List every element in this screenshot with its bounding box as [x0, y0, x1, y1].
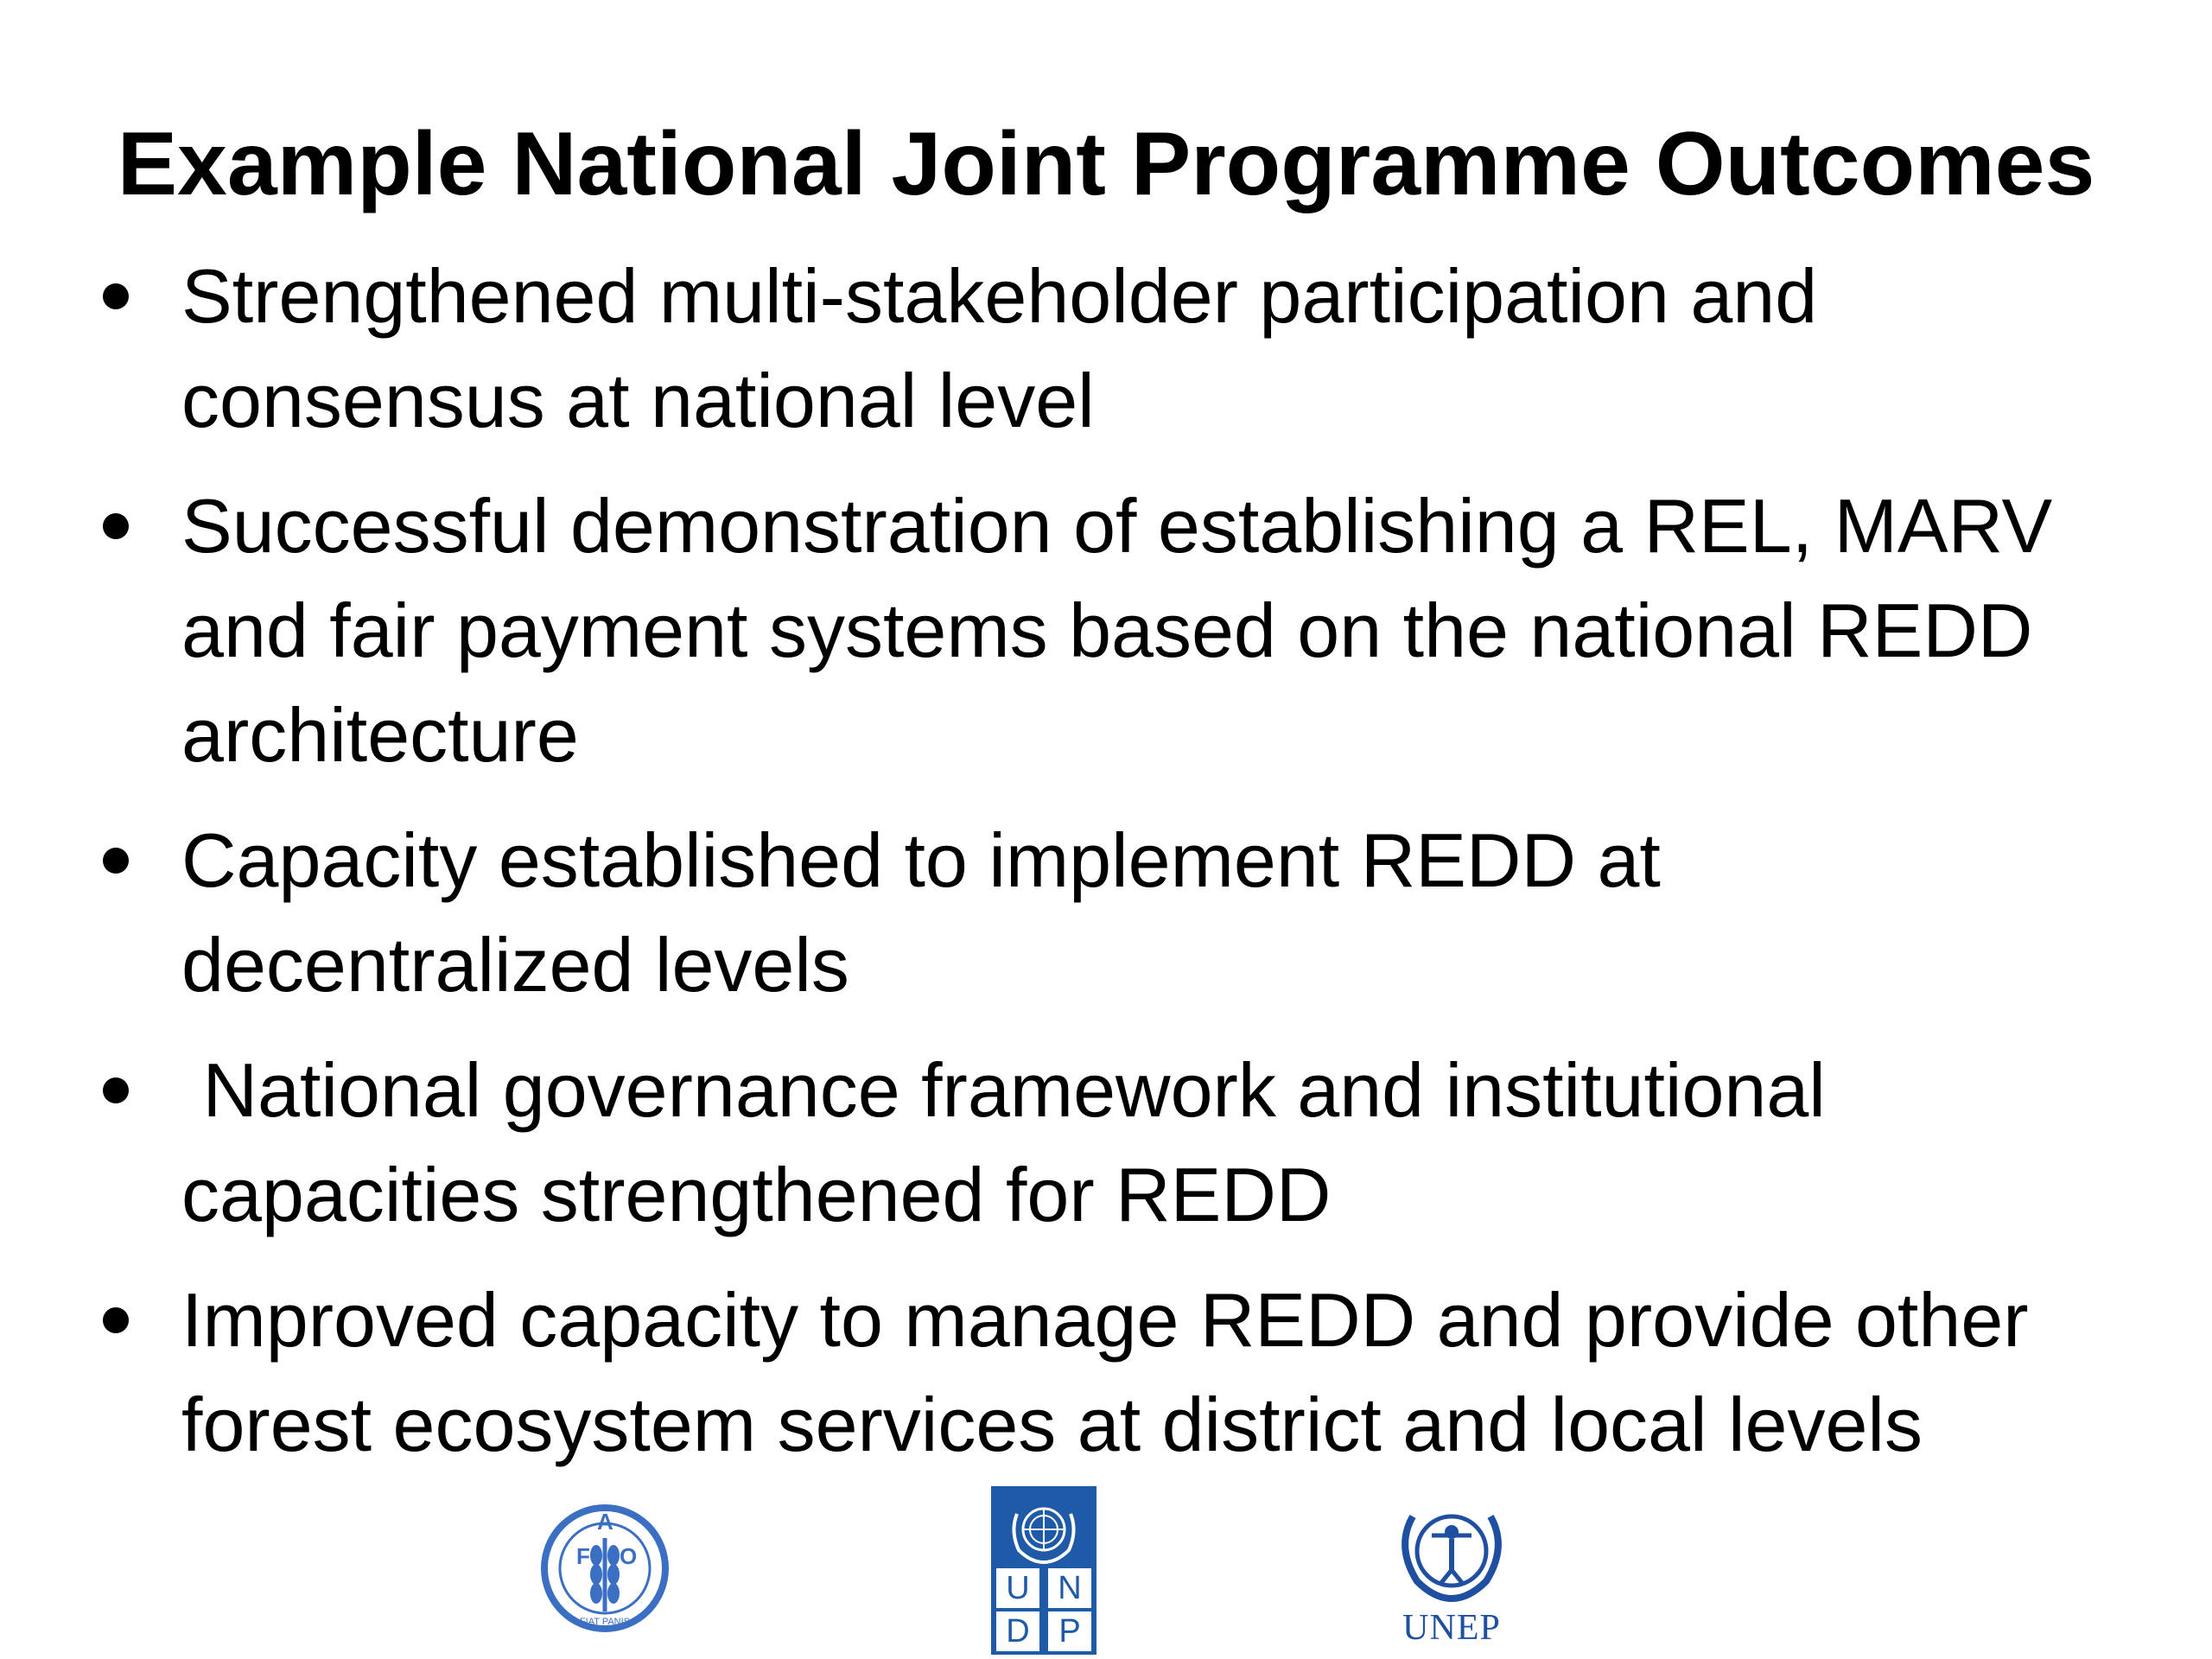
bullet-line: consensus at national level	[181, 358, 1095, 443]
bullet-line: Improved capacity to manage REDD and provide other	[181, 1277, 2029, 1363]
undp-letter: P	[1048, 1611, 1091, 1651]
bullet-line: architecture	[181, 692, 579, 778]
bullet-list	[99, 244, 2173, 1497]
fao-motto: FIAT PANIS	[579, 1617, 631, 1627]
bullet-icon	[103, 513, 129, 539]
fao-logo-icon	[540, 1503, 670, 1633]
fao-letter: O	[620, 1543, 638, 1569]
bullet-line: National governance framework and institutional	[181, 1047, 1826, 1133]
bullet-line: decentralized levels	[181, 922, 849, 1007]
unep-logo-icon	[1387, 1491, 1516, 1655]
bullet-item	[99, 1268, 2173, 1477]
fao-letter: A	[597, 1509, 613, 1535]
bullet-line: forest ecosystem services at district and local levels	[181, 1382, 1923, 1467]
bullet-line: and fair payment systems based on the national REDD	[181, 588, 2033, 673]
partner-logos	[0, 1486, 2212, 1659]
bullet-icon	[103, 283, 129, 309]
unep-label: UNEP	[1402, 1608, 1501, 1648]
undp-logo-icon	[991, 1486, 1096, 1655]
bullet-icon	[103, 1077, 129, 1103]
bullet-item	[99, 808, 2173, 1017]
bullet-item	[99, 244, 2173, 453]
undp-letter: N	[1048, 1568, 1091, 1608]
slide-title: Example National Joint Programme Outcomes	[117, 114, 2095, 214]
unep-emblem-icon	[1387, 1491, 1516, 1607]
undp-letter: U	[996, 1568, 1039, 1608]
bullet-line: Capacity established to implement REDD at	[181, 817, 1661, 903]
undp-letter: D	[996, 1611, 1039, 1651]
bullet-icon	[103, 848, 129, 874]
un-emblem-icon	[1005, 1497, 1083, 1566]
fao-letter: F	[576, 1543, 590, 1569]
bullet-item	[99, 1038, 2173, 1247]
bullet-line: Strengthened multi-stakeholder participation and	[181, 253, 1818, 339]
bullet-item	[99, 474, 2173, 787]
bullet-line: Successful demonstration of establishing a REL, MARV	[181, 483, 2053, 569]
bullet-line: capacities strengthened for REDD	[181, 1152, 1332, 1237]
bullet-icon	[103, 1307, 129, 1333]
